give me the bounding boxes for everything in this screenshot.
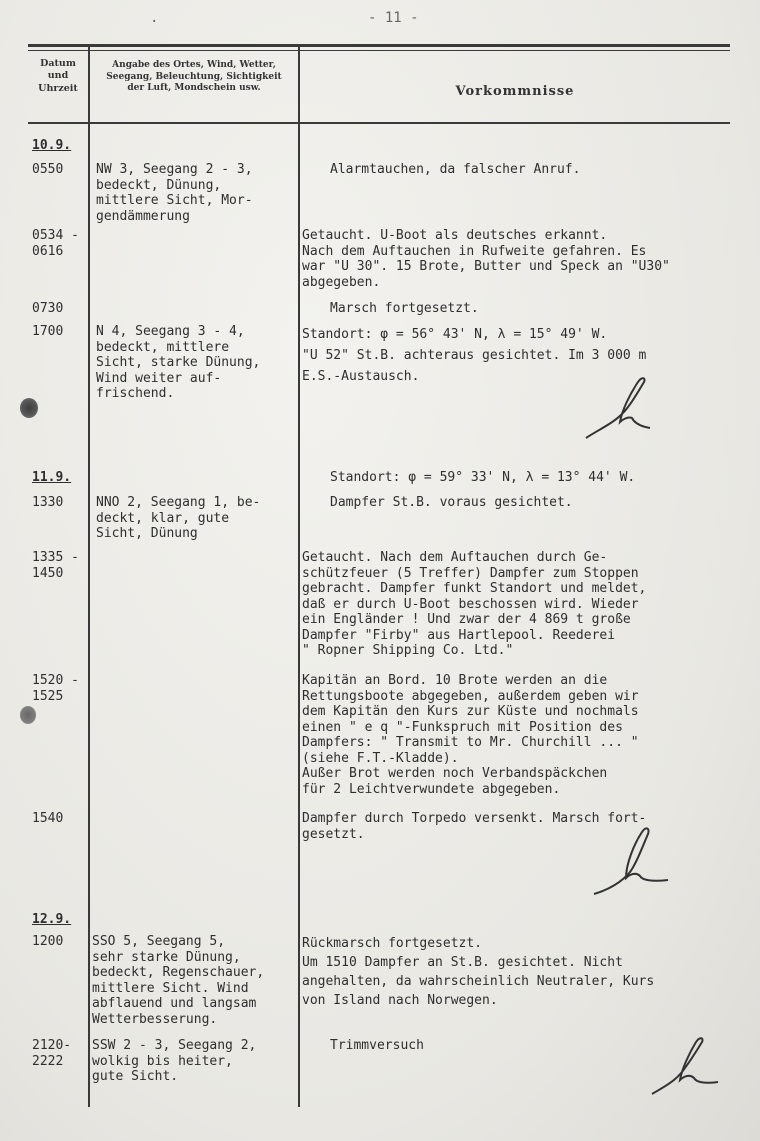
weather-cell: N 4, Seegang 3 - 4, bedeckt, mittlere Sicht, starke Dünung, Wind weiter auf- frischend.	[96, 324, 261, 401]
event-cell: Getaucht. U-Boot als deutsches erkannt. Nach dem Auftauchen in Rufweite gefahren. Es war "U 30". 15 Brote, Butter und Speck an "U30" abgegeben.	[302, 228, 670, 290]
page-number-mark: - 11 -	[368, 10, 419, 26]
time-cell: 1335 - 1450	[32, 550, 79, 581]
event-cell: Getaucht. Nach dem Auftauchen durch Ge- schützfeuer (5 Treffer) Dampfer zum Stoppen gebracht. Dampfer funkt Standort und meldet, daß er durch U-Boot beschossen wird. Wieder ein Engländer ! Und zwar der 4 869 t große Dampfer "Firby" aus Hartlepool. Reederei " Ropner Shipping Co. Ltd."	[302, 550, 647, 658]
header-top-rule	[28, 44, 730, 47]
event-cell: Alarmtauchen, da falscher Anruf.	[330, 162, 581, 177]
date-label: 11.9.	[32, 470, 72, 485]
time-cell: 0550	[32, 162, 64, 177]
time-cell: 0534 - 0616	[32, 228, 79, 259]
event-cell: Standort: φ = 59° 33' N, λ = 13° 44' W.	[330, 470, 636, 485]
signature-icon	[590, 820, 680, 900]
date-label: 12.9.	[32, 912, 72, 927]
header-bottom-rule	[28, 122, 730, 124]
event-cell: Marsch fortgesetzt.	[330, 301, 479, 316]
header-date-time: Datum und Uhrzeit	[38, 58, 78, 94]
punch-hole	[20, 398, 38, 418]
top-dot: ·	[150, 14, 159, 30]
weather-cell: SSO 5, Seegang 5, sehr starke Dünung, bedeckt, Regenschauer, mittlere Sicht. Wind abflauend und langsam Wetterbesserung.	[92, 934, 265, 1027]
weather-cell: SSW 2 - 3, Seegang 2, wolkig bis heiter, gute Sicht.	[92, 1038, 257, 1084]
column-divider-1	[88, 47, 90, 1107]
weather-cell: NNO 2, Seegang 1, be- deckt, klar, gute Sicht, Dünung	[96, 495, 261, 541]
event-cell: Dampfer St.B. voraus gesichtet.	[330, 495, 573, 510]
header-top-rule-thin	[28, 50, 730, 51]
event-cell: Trimmversuch	[330, 1038, 424, 1053]
event-cell: Rückmarsch fortgesetzt. Um 1510 Dampfer an St.B. gesichtet. Nicht angehalten, da wahrscheinlich Neutraler, Kurs von Island nach Norwegen.	[302, 936, 655, 1008]
event-cell: Standort: φ = 56° 43' N, λ = 15° 49' W. "U 52" St.B. achteraus gesichtet. Im 3 000 m E.S.-Austausch.	[302, 327, 647, 384]
time-cell: 1200	[32, 934, 64, 949]
time-cell: 1540	[32, 811, 64, 826]
signature-icon	[648, 1030, 728, 1105]
date-label: 10.9.	[32, 138, 72, 153]
weather-cell: NW 3, Seegang 2 - 3, bedeckt, Dünung, mittlere Sicht, Mor- gendämmerung	[96, 162, 253, 224]
header-events: Vorkommnisse	[455, 84, 575, 99]
column-divider-2	[298, 47, 300, 1107]
time-cell: 2120- 2222	[32, 1038, 72, 1069]
signature-icon	[578, 370, 658, 445]
event-cell: Dampfer durch Torpedo versenkt. Marsch fort- gesetzt.	[302, 811, 647, 842]
time-cell: 1330	[32, 495, 64, 510]
time-cell: 1700	[32, 324, 64, 339]
header-location-weather: Angabe des Ortes, Wind, Wetter, Seegang, Beleuchtung, Sichtigkeit der Luft, Mondschein usw.	[106, 60, 282, 94]
event-cell: Kapitän an Bord. 10 Brote werden an die Rettungsboote abgegeben, außerdem geben wir dem Kapitän den Kurs zur Küste und nochmals einen " e q "-Funkspruch mit Position des Dampfers: " Transmit to Mr. Churchill ... " (siehe F.T.-Kladde). Außer Brot werden noch Verbandspäckchen für 2 Leichtverwundete abgegeben.	[302, 673, 639, 797]
time-cell: 0730	[32, 301, 64, 316]
time-cell: 1520 - 1525	[32, 673, 79, 704]
punch-hole	[20, 706, 36, 724]
